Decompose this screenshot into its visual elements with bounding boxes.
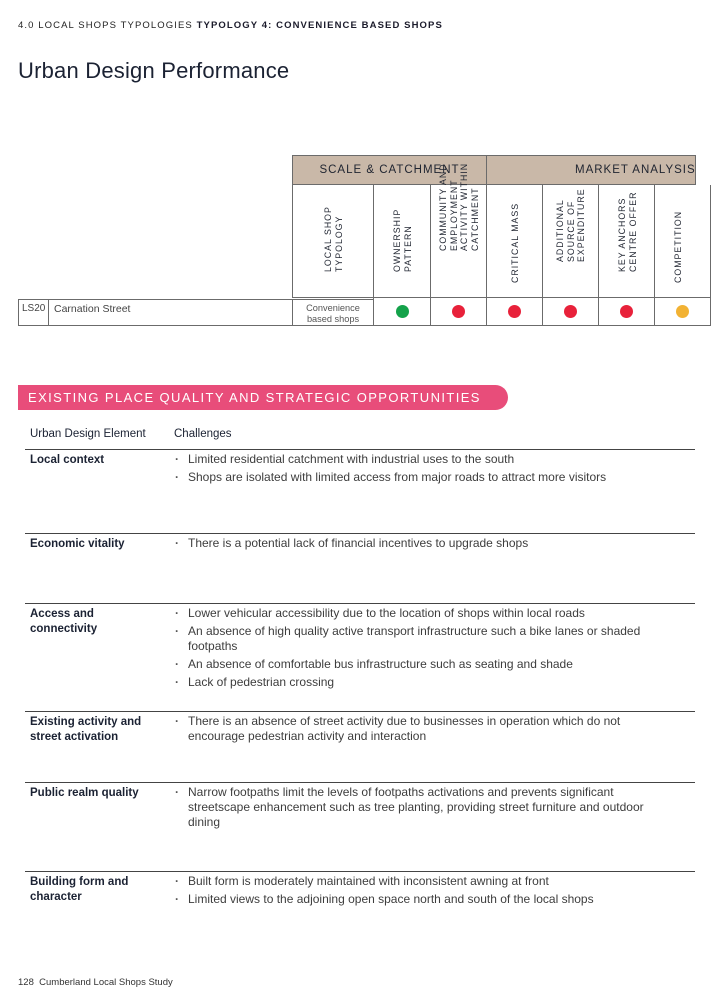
rating-cell bbox=[373, 298, 431, 326]
rating-cell bbox=[486, 298, 543, 326]
list-item: · Limited residential catchment with industrial uses to the south bbox=[175, 452, 655, 467]
rating-dot bbox=[676, 305, 689, 318]
list-item: · An absence of comfortable bus infrastructure such as seating and shade bbox=[175, 657, 655, 672]
element-label: Building form and character bbox=[30, 876, 129, 903]
column-header-local-shop-typology: LOCAL SHOP TYPOLOGY bbox=[292, 185, 374, 298]
challenge-list bbox=[175, 536, 655, 554]
header-typology: TYPOLOGY 4: CONVENIENCE BASED SHOPS bbox=[196, 20, 443, 31]
column-header-additional-expenditure: ADDITIONAL SOURCE OF EXPENDITURE bbox=[542, 185, 599, 298]
element-label: Existing activity and street activation bbox=[30, 716, 142, 743]
list-item: · Limited views to the adjoining open space north and south of the local shops bbox=[175, 892, 655, 907]
rating-cell bbox=[542, 298, 599, 326]
element-label: Economic vitality bbox=[30, 538, 125, 550]
column-header-critical-mass: CRITICAL MASS bbox=[486, 185, 543, 298]
rating-cell bbox=[654, 298, 711, 326]
rating-dot bbox=[452, 305, 465, 318]
running-header bbox=[18, 20, 443, 31]
rating-dot bbox=[396, 305, 409, 318]
row-divider bbox=[25, 871, 695, 872]
row-divider bbox=[25, 711, 695, 712]
rating-dot bbox=[508, 305, 521, 318]
list-item: · There is an absence of street activity due to businesses in operation which do not encourage pedestrian activity and interaction bbox=[175, 714, 655, 744]
column-header-community-employment: COMMUNITY AND EMPLOYMENT ACTIVITY WITHIN CATCHMENT bbox=[430, 185, 487, 298]
shop-typology-cell: Convenience based shops bbox=[292, 299, 374, 326]
column-header-key-anchors: KEY ANCHORS CENTRE OFFER bbox=[598, 185, 655, 298]
column-header-competition: COMPETITION bbox=[654, 185, 711, 298]
rating-cell bbox=[430, 298, 487, 326]
shop-id-cell: LS20 bbox=[18, 299, 49, 326]
shop-name-cell: Carnation Street bbox=[48, 299, 293, 326]
challenge-list bbox=[175, 452, 655, 488]
column-header-ownership-pattern: OWNERSHIP PATTERN bbox=[373, 185, 431, 298]
list-item: · Lower vehicular accessibility due to the location of shops within local roads bbox=[175, 606, 655, 621]
list-item: · Lack of pedestrian crossing bbox=[175, 675, 655, 690]
group-scale-catchment: SCALE & CATCHMENT bbox=[292, 155, 487, 185]
rating-cell bbox=[598, 298, 655, 326]
challenge-list bbox=[175, 874, 655, 910]
group-market-analysis: MARKET ANALYSIS bbox=[486, 155, 696, 185]
row-divider bbox=[25, 449, 695, 450]
element-label: Access and connectivity bbox=[30, 608, 98, 635]
list-item: · Narrow footpaths limit the levels of footpaths activations and prevents significant streetscape enhancement such as tree planting, providing street furniture and outdoor dining bbox=[175, 785, 655, 830]
challenge-list bbox=[175, 785, 655, 833]
page-number: 128 bbox=[18, 977, 34, 988]
challenge-list bbox=[175, 606, 655, 693]
row-divider bbox=[25, 533, 695, 534]
list-item: · An absence of high quality active transport infrastructure such a bike lanes or shaded footpaths bbox=[175, 624, 655, 654]
list-item: · Shops are isolated with limited access from major roads to attract more visitors bbox=[175, 470, 655, 485]
column-header-challenges: Challenges bbox=[174, 428, 232, 440]
section-banner: EXISTING PLACE QUALITY AND STRATEGIC OPPORTUNITIES bbox=[18, 385, 508, 410]
challenge-list bbox=[175, 714, 655, 747]
list-item: · There is a potential lack of financial incentives to upgrade shops bbox=[175, 536, 655, 551]
row-divider bbox=[25, 782, 695, 783]
row-divider bbox=[25, 603, 695, 604]
document-name: Cumberland Local Shops Study bbox=[39, 977, 173, 988]
page-footer bbox=[18, 977, 173, 988]
rating-dot bbox=[620, 305, 633, 318]
column-header-element: Urban Design Element bbox=[30, 428, 146, 440]
element-label: Local context bbox=[30, 454, 105, 466]
page-title: Urban Design Performance bbox=[18, 58, 290, 83]
rating-dot bbox=[564, 305, 577, 318]
header-section: 4.0 LOCAL SHOPS TYPOLOGIES bbox=[18, 20, 193, 31]
list-item: · Built form is moderately maintained with inconsistent awning at front bbox=[175, 874, 655, 889]
element-label: Public realm quality bbox=[30, 787, 139, 799]
